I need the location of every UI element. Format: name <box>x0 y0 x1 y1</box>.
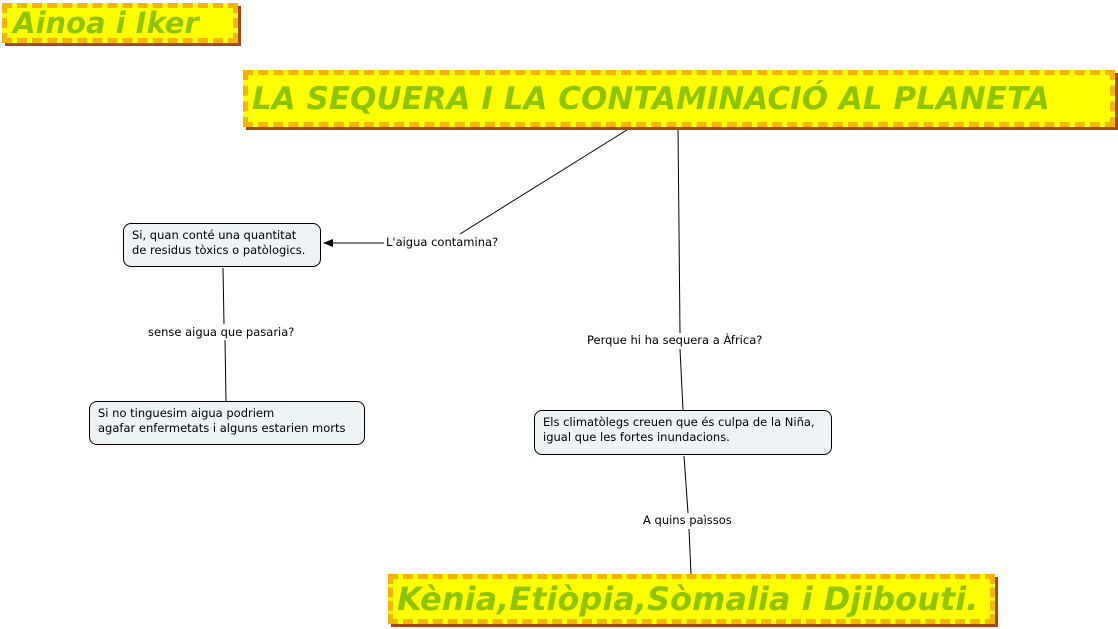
link-residus-to-pasaria <box>223 268 224 324</box>
link-africa-to-climatolegs <box>680 349 683 410</box>
authors-text: Ainoa i Iker <box>13 6 199 40</box>
concept-sense-aigua[interactable]: Si no tinguesim aigua podriem agafar enfermetats i alguns estarien morts <box>89 401 365 445</box>
linking-phrase-pasaria[interactable]: sense aigua que pasaria? <box>148 325 295 339</box>
paissos-concept[interactable] <box>388 574 995 624</box>
paissos-text: Kènia,Etiòpia,Sòmalia i Djibouti. <box>397 580 979 618</box>
linking-phrase-contamina[interactable]: L'aigua contamina? <box>386 235 499 249</box>
linking-phrase-quins[interactable]: A quins paìssos <box>643 513 732 527</box>
root-concept[interactable] <box>243 70 1115 127</box>
linking-phrase-africa[interactable]: Perque hi ha sequera a Àfrica? <box>587 333 763 347</box>
link-climatolegs-to-quins <box>684 456 688 513</box>
concept-climatolegs[interactable]: Els climatòlegs creuen que és culpa de la Niña, igual que les fortes inundacions. <box>534 410 832 455</box>
authors-banner[interactable] <box>2 3 238 43</box>
root-concept-text: LA SEQUERA I LA CONTAMINACIÓ AL PLANETA <box>252 80 1050 117</box>
link-pasaria-to-sense-aigua <box>225 340 226 401</box>
concept-residus[interactable]: Si, quan conté una quantitat de residus tòxics o patòlogics. <box>123 223 321 267</box>
link-root-to-africa <box>678 128 680 333</box>
link-root-to-contamina <box>460 128 630 234</box>
link-quins-to-paissos <box>689 529 691 574</box>
